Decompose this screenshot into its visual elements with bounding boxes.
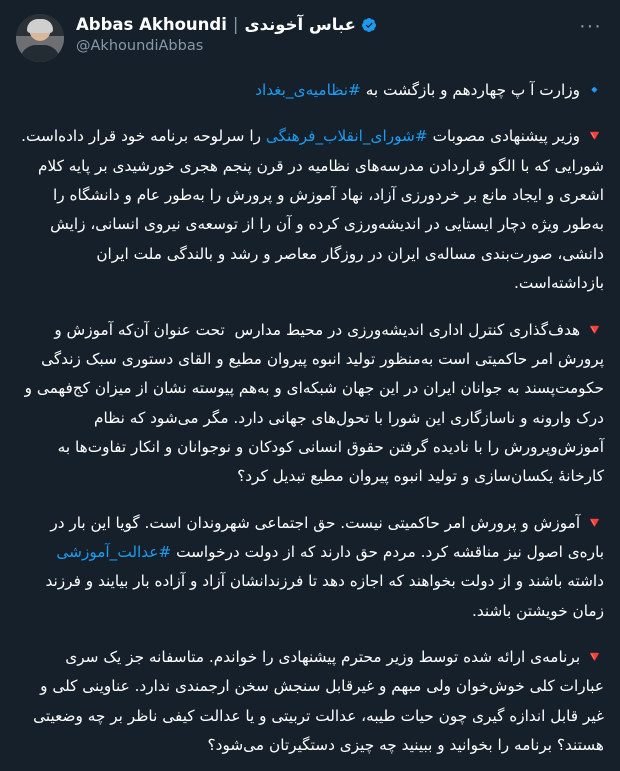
hashtag-link[interactable]: #عدالت_آموزشی [56,543,172,562]
avatar[interactable] [16,14,64,62]
bullet-red-icon: 🔻 [580,513,604,532]
bullet-red-icon: 🔻 [580,127,604,146]
bullet-red-icon: 🔻 [580,648,604,667]
tweet-text-segment: وزیر پیشنهادی مصوبات [427,127,581,146]
tweet-paragraph [16,122,604,298]
avatar-body [20,45,60,62]
tweet-text-segment: داشته باشند و از دولت بخواهند که اجازه دهد تا فرزندانشان آزاد و آزاده بار بیایند و فرزند زمان خویشتن باشند. [40,543,604,620]
tweet-paragraph [16,316,604,492]
more-options-icon[interactable]: ··· [579,16,602,38]
bullet-blue-icon: 🔹 [580,81,604,99]
author-names [76,14,377,55]
display-name-en: Abbas Akhoundi [76,15,227,34]
tweet-header [16,14,604,62]
tweet-text [16,76,604,761]
display-name-fa: عباس آخوندی [244,15,356,34]
name-separator: | [232,15,239,34]
hashtag-link[interactable]: #شورای_انقلاب_فرهنگی [265,127,428,146]
author-identity[interactable] [16,14,377,62]
verified-badge-icon [361,17,377,33]
tweet-text-segment: هدف‌گذاری کنترل اداری اندیشه‌ورزی در محیط مدارس تحت عنوان آن‌که آموزش و پرورش امر حاکمیتی است به‌منظور تولید انبوه پیروان مطیع و القای دستوری سبک زندگی حکومت‌پسند به جوانان ایران در این جهان شبکه‌ای و به‌هم پیوسته نشان از میزان کج‌فهمی و درک وارونه و ناسازگاری این شورا با تحول‌های جهانی دارد. مگر می‌شود که نظام آموزش‌وپرورش را با نادیده گرفتن حقوق انسانی کودکان و نوجوانان و انکار تفاوت‌ها به کارخانهٔ یکسان‌سازی و تولید انبوه پیروان مطیع تبدیل کرد؟ [19,320,604,486]
author-handle[interactable]: @AkhoundiAbbas [76,37,204,54]
bullet-red-icon: 🔻 [580,320,604,339]
tweet-text-segment: وزارت آ پ چهاردهم و بازگشت به [360,81,581,99]
tweet-paragraph [16,643,604,760]
display-name-row [76,15,377,36]
avatar-hair [27,19,53,33]
tweet-paragraph [16,509,604,626]
hashtag-link[interactable]: #نظامیه‌ی_بغداد [255,81,361,99]
tweet-text-segment: برنامه‌ی ارائه شده توسط وزیر محترم پیشنهادی را خواندم. متاسفانه جز یک سری عبارات کلی خوش‌خوان ولی مبهم و غیرقابل سنجش سخن ارجمندی ندارد. عناوینی کلی و غیر قابل اندازه گیری چون حیات طیبه، عدالت تربیتی و یا عدالت کیفی ناظر بر چه وضعیتی هستند؟ برنامه را بخوانید و ببینید چه چیزی دستگیرتان می‌شود؟ [28,648,604,755]
tweet-paragraph [16,76,604,105]
tweet-text-segment: را سرلوحه برنامه خود قرار داده‌است. شورایی که با الگو قراردادن مدرسه‌های نظامیه در قرن پنجم هجری خورشیدی بر پایه کلام اشعری و ایجاد مانع بر خردورزی آزاد، نهاد آموزش و پرورش را به‌طور عام و دانشگاه را به‌طور ویژه دچار ایستایی در اندیشه‌ورزی کرده و آن را از توسعه‌ی نیروی انسانی، زایش دانشی، صورت‌بندی مساله‌ی ایران در روزگار معاصر و رشد و بالندگی ملت ایران بازداشته‌است. [16,127,604,293]
tweet-text-segment: آموزش و پرورش امر حاکمیتی نیست. حق اجتماعی شهروندان است. گویا این بار در باره‌ی اصول نیز مناقشه کرد. مردم حق دارند که از دولت درخواست [45,513,604,562]
